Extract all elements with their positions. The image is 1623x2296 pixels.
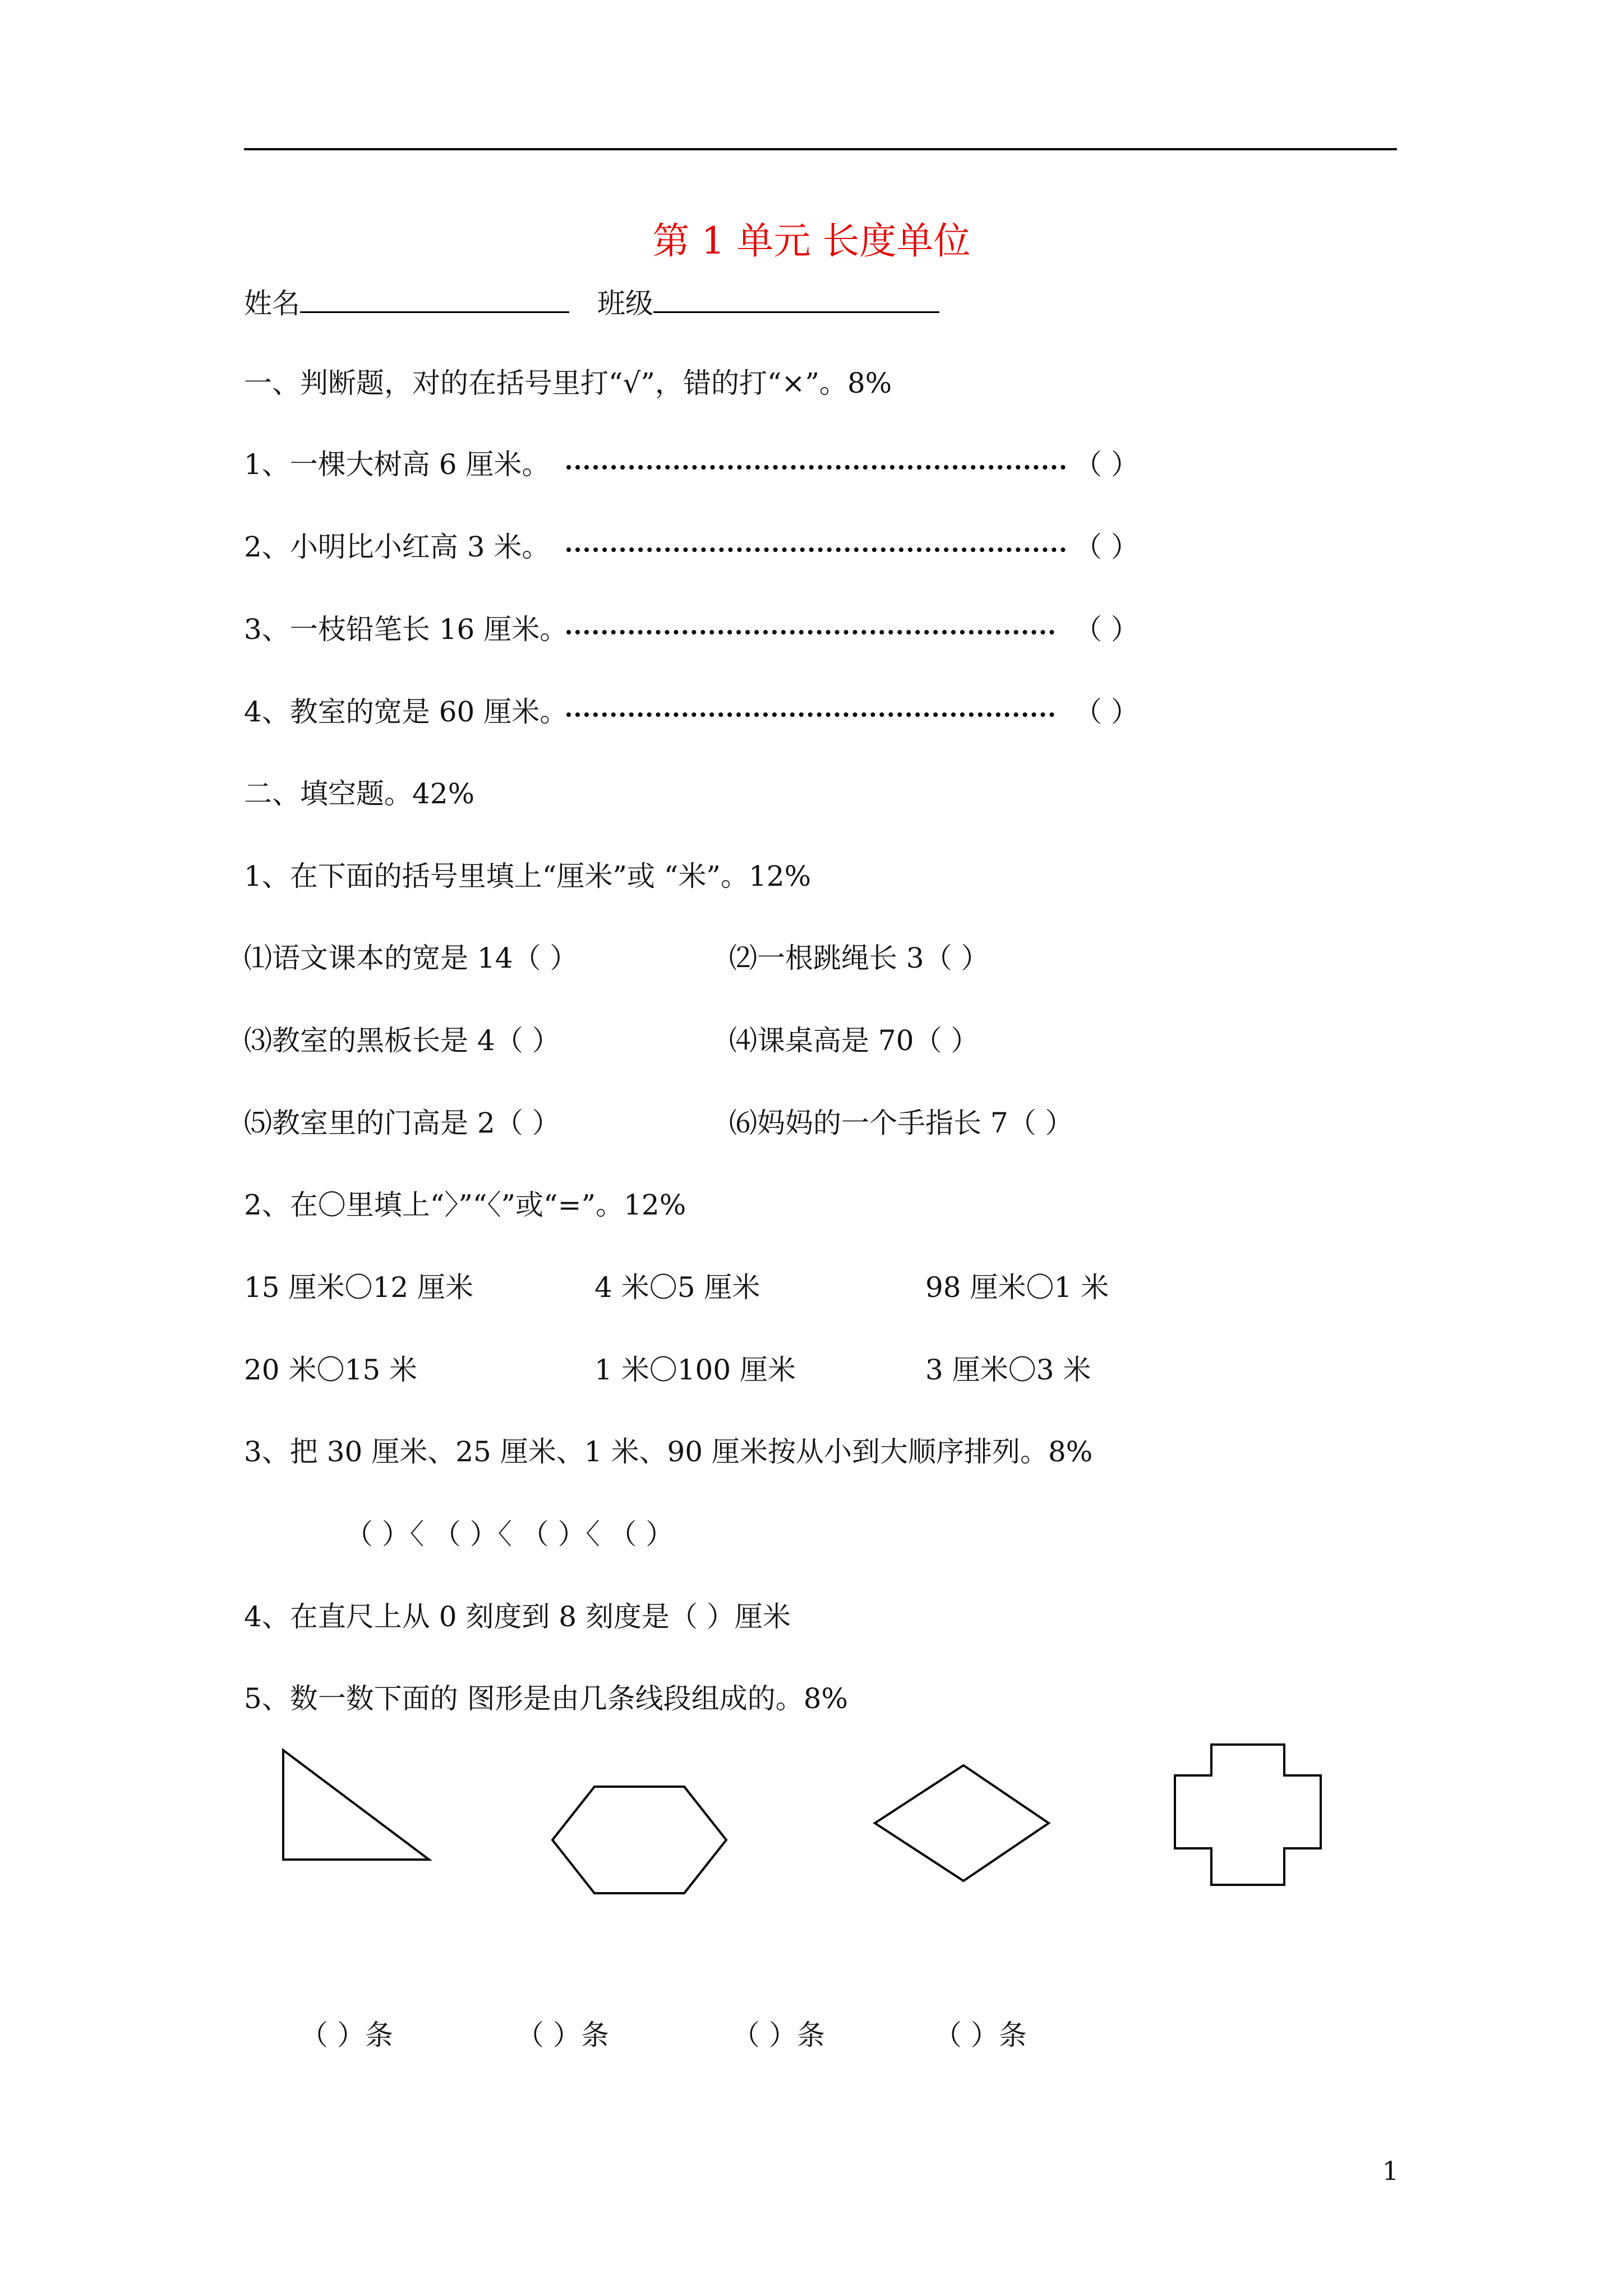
- header-rule: [244, 148, 1397, 150]
- fill-q4-heading[interactable]: 4、在直尺上从 0 刻度到 8 刻度是（ ）厘米: [244, 1600, 791, 1633]
- dotted-leader: [566, 465, 1066, 470]
- fill-q1-item-5[interactable]: ⑸教室里的门高是 2（ ）: [244, 1107, 560, 1139]
- judge-item-2-bracket[interactable]: （ ）: [1074, 531, 1139, 563]
- judge-item-3: 3、一枝铅笔长 16 厘米。: [244, 613, 568, 646]
- compare-item-3[interactable]: 98 厘米〇1 米: [925, 1271, 1109, 1304]
- fill-q5-heading: 5、数一数下面的 图形是由几条线段组成的。8%: [244, 1682, 849, 1715]
- page-number: 1: [1382, 2156, 1399, 2186]
- segment-answer-4[interactable]: （ ）条: [934, 2019, 1027, 2051]
- segment-answer-3[interactable]: （ ）条: [732, 2019, 825, 2051]
- section2-heading: 二、填空题。42%: [244, 777, 475, 810]
- class-blank[interactable]: [653, 283, 939, 313]
- segment-answer-1[interactable]: （ ）条: [300, 2019, 393, 2051]
- fill-q2-heading: 2、在〇里填上“〉”“〈”或“=”。12%: [244, 1189, 686, 1221]
- fill-q1-item-4[interactable]: ⑷课桌高是 70（ ）: [729, 1024, 979, 1057]
- cross-shape: [1166, 1736, 1329, 1893]
- fill-q1-heading: 1、在下面的括号里填上“厘米”或 “米”。12%: [244, 860, 811, 892]
- judge-item-1: 1、一棵大树高 6 厘米。: [244, 448, 550, 481]
- fill-q1-item-6[interactable]: ⑹妈妈的一个手指长 7（ ）: [729, 1107, 1073, 1139]
- judge-item-4: 4、教室的宽是 60 厘米。: [244, 696, 568, 728]
- hexagon-shape: [547, 1781, 732, 1899]
- name-blank[interactable]: [300, 283, 569, 313]
- section1-heading: 一、判断题，对的在括号里打“√”，错的打“×”。8%: [244, 367, 892, 399]
- fill-q1-item-1[interactable]: ⑴语文课本的宽是 14（ ）: [244, 942, 578, 974]
- compare-item-6[interactable]: 3 厘米〇3 米: [925, 1354, 1091, 1386]
- judge-item-3-bracket[interactable]: （ ）: [1074, 613, 1139, 646]
- dotted-leader: [566, 712, 1054, 717]
- order-answer-row[interactable]: （ ）〈 （ ）〈 （ ）〈 （ ）: [345, 1518, 674, 1550]
- class-label: 班级: [597, 287, 653, 320]
- fill-q3-heading: 3、把 30 厘米、25 厘米、1 米、90 厘米按从小到大顺序排列。8%: [244, 1435, 1093, 1468]
- dotted-leader: [566, 630, 1054, 634]
- judge-item-1-bracket[interactable]: （ ）: [1074, 448, 1139, 481]
- student-info-row: [244, 283, 939, 323]
- judge-item-2: 2、小明比小红高 3 米。: [244, 531, 550, 563]
- triangle-shape: [275, 1742, 437, 1871]
- judge-item-4-bracket[interactable]: （ ）: [1074, 696, 1139, 728]
- dotted-leader: [566, 547, 1066, 552]
- fill-q1-item-2[interactable]: ⑵一根跳绳长 3（ ）: [729, 942, 989, 974]
- compare-item-1[interactable]: 15 厘米〇12 厘米: [244, 1271, 474, 1304]
- fill-q1-item-3[interactable]: ⑶教室的黑板长是 4（ ）: [244, 1024, 560, 1057]
- segment-answer-2[interactable]: （ ）条: [516, 2019, 609, 2051]
- rhombus-shape: [869, 1759, 1054, 1888]
- page-title: 第 1 单元 长度单位: [652, 219, 971, 263]
- compare-item-2[interactable]: 4 米〇5 厘米: [594, 1271, 760, 1304]
- name-label: 姓名: [244, 287, 300, 320]
- compare-item-4[interactable]: 20 米〇15 米: [244, 1354, 418, 1386]
- compare-item-5[interactable]: 1 米〇100 厘米: [594, 1354, 796, 1386]
